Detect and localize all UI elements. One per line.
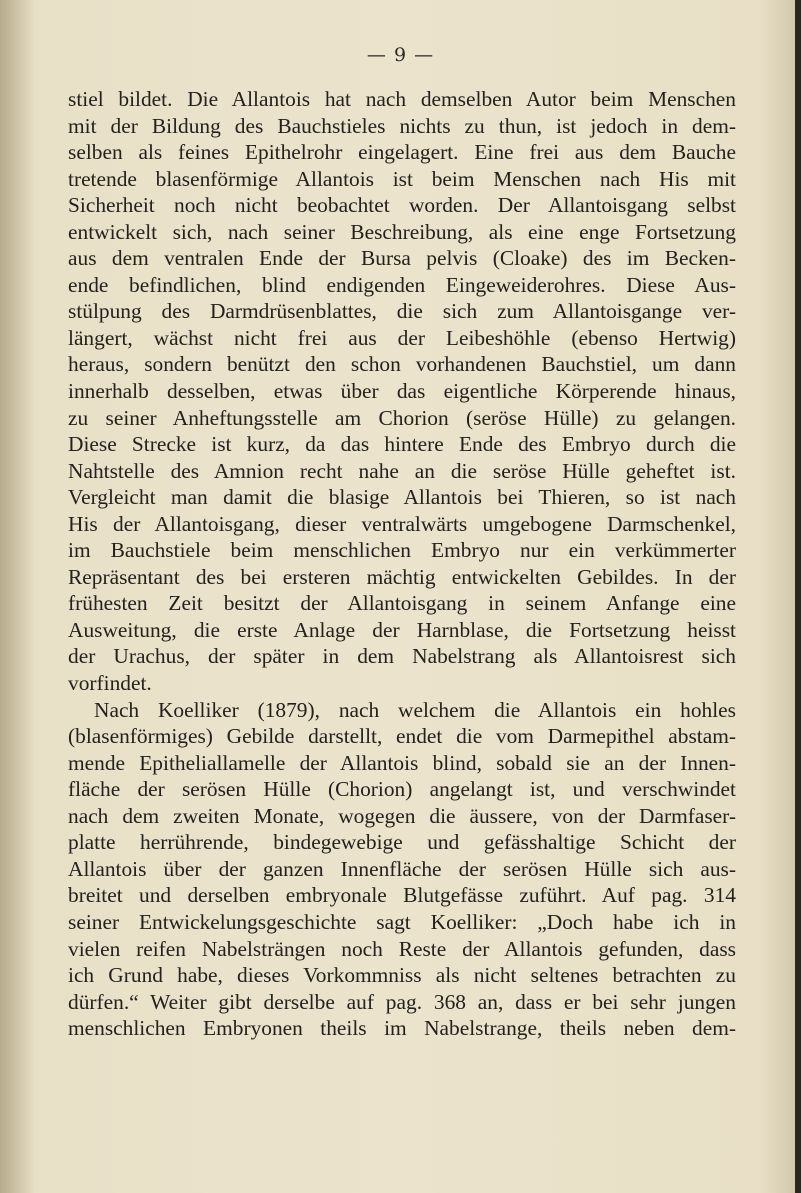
text-line: entwickelt sich, nach seiner Beschreibung, als eine enge Fortsetzung: [68, 219, 736, 244]
text-line: Sicherheit noch nicht beobachtet worden. Der Allantoisgang selbst: [68, 193, 736, 218]
text-line: nach dem zweiten Monate, wogegen die äussere, von der Darmfaser-: [68, 803, 736, 828]
text-line: ende befindlichen, blind endigenden Eingeweiderohres. Diese Aus-: [68, 272, 736, 297]
text-line: zu seiner Anheftungsstelle am Chorion (seröse Hülle) zu gelangen.: [68, 405, 736, 430]
text-line: tretende blasenförmige Allantois ist beim Menschen nach His mit: [68, 166, 736, 191]
text-line: mit der Bildung des Bauchstieles nichts zu thun, ist jedoch in dem-: [68, 113, 736, 138]
text-line: stiel bildet. Die Allantois hat nach demselben Autor beim Menschen: [68, 87, 736, 111]
text-line: platte herrührende, bindegewebige und gefässhaltige Schicht der: [68, 830, 736, 855]
text-line: stülpung des Darmdrüsenblattes, die sich zum Allantoisgange ver-: [68, 299, 736, 324]
text-line: ich Grund habe, dieses Vorkommniss als nicht seltenes betrachten zu: [68, 963, 736, 988]
text-line: im Bauchstiele beim menschlichen Embryo nur ein verkümmerter: [68, 538, 736, 563]
gutter-shadow: [0, 0, 34, 1193]
text-line: Repräsentant des bei ersteren mächtig entwickelten Gebildes. In der: [68, 564, 736, 589]
text-line: längert, wächst nicht frei aus der Leibeshöhle (ebenso Hertwig): [68, 325, 736, 350]
text-line: dürfen.“ Weiter gibt derselbe auf pag. 368 an, dass er bei sehr jungen: [68, 989, 736, 1014]
text-line: fläche der serösen Hülle (Chorion) angelangt ist, und verschwindet: [68, 777, 736, 802]
text-line: innerhalb desselben, etwas über das eigentliche Körperende hinaus,: [68, 379, 736, 404]
text-line: Nahtstelle des Amnion recht nahe an die seröse Hülle geheftet ist.: [68, 458, 736, 483]
text-line: vielen reifen Nabelsträngen noch Reste der Allantois gefunden, dass: [68, 936, 736, 961]
text-line: Nach Koelliker (1879), nach welchem die Allantois ein hohles: [94, 697, 736, 722]
text-line: frühesten Zeit besitzt der Allantoisgang in seinem Anfange eine: [68, 591, 736, 616]
text-line: aus dem ventralen Ende der Bursa pelvis (Cloake) des im Becken-: [68, 246, 736, 271]
text-line: breitet und derselben embryonale Blutgefässe zuführt. Auf pag. 314: [68, 883, 736, 908]
text-line: heraus, sondern benützt den schon vorhandenen Bauchstiel, um dann: [68, 352, 736, 377]
text-line: vorfindet.: [68, 671, 152, 696]
body-text: [68, 86, 736, 1042]
text-line: mende Epitheliallamelle der Allantois blind, sobald sie an der Innen-: [68, 750, 736, 775]
text-line: Allantois über der ganzen Innenfläche der serösen Hülle sich aus-: [68, 856, 736, 881]
text-line: Diese Strecke ist kurz, da das hintere Ende des Embryo durch die: [68, 432, 736, 457]
text-line: der Urachus, der später in dem Nabelstrang als Allantoisrest sich: [68, 644, 736, 669]
text-line: (blasenförmiges) Gebilde darstellt, endet die vom Darmepithel abstam-: [68, 724, 736, 749]
text-line: selben als feines Epithelrohr eingelagert. Eine frei aus dem Bauche: [68, 140, 736, 165]
text-line: seiner Entwickelungsgeschichte sagt Koelliker: „Doch habe ich in: [68, 909, 736, 934]
page-number: — 9 —: [366, 44, 435, 66]
text-line: menschlichen Embryonen theils im Nabelstrange, theils neben dem-: [68, 1016, 736, 1041]
text-line: His der Allantoisgang, dieser ventralwärts umgebogene Darmschenkel,: [68, 511, 736, 536]
page-edge: [795, 0, 801, 1193]
text-line: Vergleicht man damit die blasige Allantois bei Thieren, so ist nach: [68, 485, 736, 510]
text-line: Ausweitung, die erste Anlage der Harnblase, die Fortsetzung heisst: [68, 617, 736, 642]
